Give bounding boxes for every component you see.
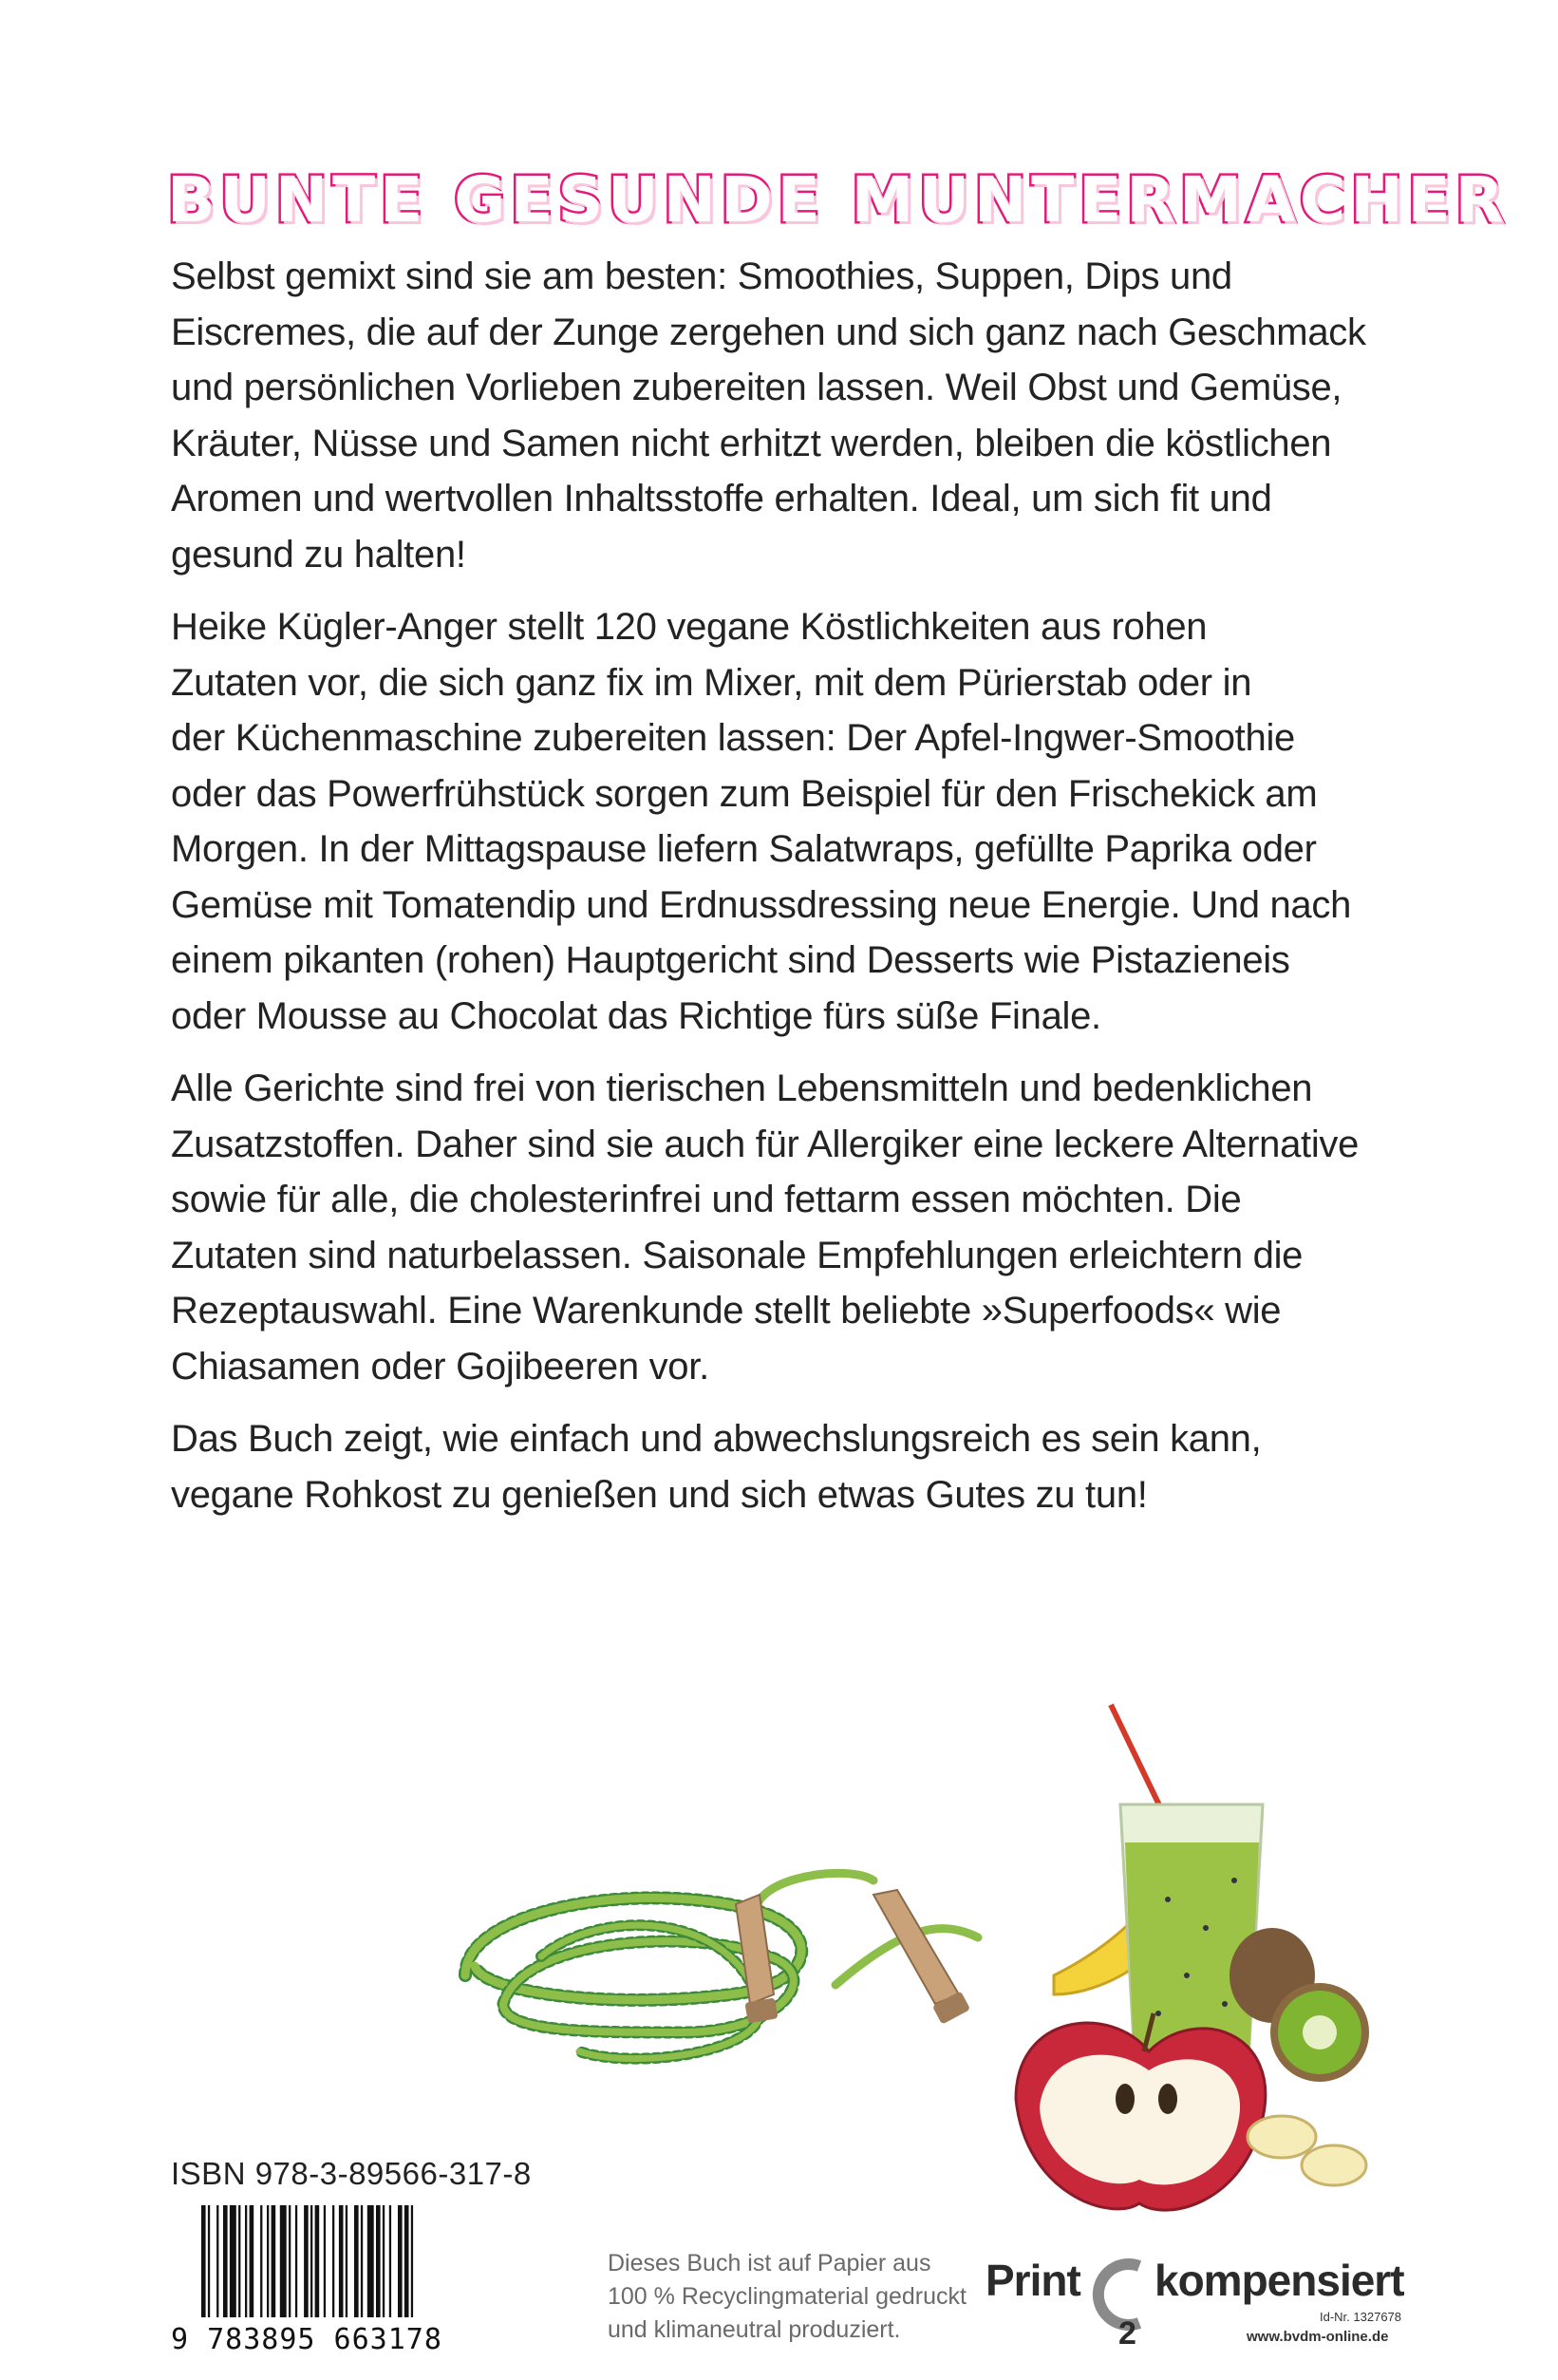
back-cover-heading: BUNTE GESUNDE MUNTERMACHER xyxy=(167,163,1509,236)
text-line: oder das Powerfrühstück sorgen zum Beispiel für den Frischekick am xyxy=(171,772,1318,815)
barcode-bar xyxy=(324,2205,326,2317)
text-line: Eiscremes, die auf der Zunge zergehen und sich ganz nach Geschmack xyxy=(171,311,1366,353)
barcode-bar xyxy=(404,2205,409,2317)
co2-circle-icon xyxy=(1080,2238,1158,2352)
barcode-bar xyxy=(272,2205,276,2317)
barcode-digits: 9 783895 663178 xyxy=(171,2323,442,2356)
text-line: Zutaten sind naturbelassen. Saisonale Empfehlungen erleichtern die xyxy=(171,1234,1304,1276)
text-line: der Küchenmaschine zubereiten lassen: Der Apfel-Ingwer-Smoothie xyxy=(171,717,1295,759)
text-line: Das Buch zeigt, wie einfach und abwechslungsreich es sein kann, xyxy=(171,1418,1262,1460)
text-line: gesund zu halten! xyxy=(171,533,466,576)
barcode-bar xyxy=(250,2205,254,2317)
barcode-bar xyxy=(346,2205,347,2317)
barcode-bar xyxy=(267,2205,269,2317)
logo-url: www.bvdm-online.de xyxy=(1247,2329,1389,2345)
text-line: einem pikanten (rohen) Hauptgericht sind Desserts wie Pistazieneis xyxy=(171,939,1290,981)
text-line: Rezeptauswahl. Eine Warenkunde stellt beliebte »Superfoods« wie xyxy=(171,1290,1282,1332)
barcode-bar xyxy=(280,2205,287,2317)
barcode-bar xyxy=(208,2205,210,2317)
barcode-bar xyxy=(260,2205,262,2317)
text-line: Kräuter, Nüsse und Samen nicht erhitzt werden, bleiben die köstlichen xyxy=(171,422,1332,464)
text-line: Aromen und wertvollen Inhaltsstoffe erhalten. Ideal, um sich fit und xyxy=(171,478,1272,519)
barcode-bar xyxy=(216,2205,218,2317)
blurb-paragraph-4 xyxy=(171,1411,1405,1522)
barcode-bar xyxy=(295,2205,297,2317)
barcode-bar xyxy=(339,2205,344,2317)
barcode-bar xyxy=(383,2205,385,2317)
barcode-bar xyxy=(289,2205,291,2317)
barcode-bar xyxy=(361,2205,363,2317)
barcode-bar xyxy=(354,2205,359,2317)
text-line: Heike Kügler-Anger stellt 120 vegane Köstlichkeiten aus rohen xyxy=(171,606,1208,648)
text-line: Selbst gemixt sind sie am besten: Smoothies, Suppen, Dips und xyxy=(171,255,1232,297)
blurb-paragraph-1 xyxy=(171,249,1405,582)
barcode-bar xyxy=(310,2205,312,2317)
blurb-text xyxy=(171,249,1405,1539)
text-line: Gemüse mit Tomatendip und Erdnussdressing neue Energie. Und nach xyxy=(171,883,1352,926)
barcode-bar xyxy=(315,2205,320,2317)
blurb-paragraph-2 xyxy=(171,599,1405,1044)
text-line: Alle Gerichte sind frei von tierischen Lebensmitteln und bedenklichen xyxy=(171,1067,1313,1109)
barcode-bar xyxy=(223,2205,228,2317)
text-line: sowie für alle, die cholesterinfrei und fettarm essen möchten. Die xyxy=(171,1179,1242,1220)
logo-print-word: Print xyxy=(985,2256,1080,2305)
text-line: oder Mousse au Chocolat das Richtige fürs süße Finale. xyxy=(171,994,1101,1037)
svg-text:2: 2 xyxy=(1118,2315,1136,2352)
logo-id-number: Id-Nr. 1327678 xyxy=(1320,2310,1402,2324)
text-line: Zutaten vor, die sich ganz fix im Mixer, mit dem Pürierstab oder in xyxy=(171,661,1252,704)
text-line: Morgen. In der Mittagspause liefern Salatwraps, gefüllte Paprika oder xyxy=(171,828,1317,870)
fruit-smoothie-illustration xyxy=(446,1691,1396,2260)
eco-note-line: 100 % Recyclingmaterial gedruckt xyxy=(608,2283,967,2310)
barcode-bar xyxy=(304,2205,309,2317)
barcode-bar xyxy=(389,2205,391,2317)
barcode-bar xyxy=(332,2205,334,2317)
barcode-bar xyxy=(398,2205,403,2317)
barcode-bar xyxy=(238,2205,240,2317)
text-line: Zusatzstoffen. Daher sind sie auch für Allergiker eine leckere Alternative xyxy=(171,1123,1360,1165)
isbn-number: ISBN 978-3-89566-317-8 xyxy=(171,2156,532,2191)
barcode-bar xyxy=(201,2205,206,2317)
smoothie-glass-icon xyxy=(1111,1705,1263,2061)
barcode-bar xyxy=(376,2205,381,2317)
eco-note-line: und klimaneutral produziert. xyxy=(608,2316,901,2343)
logo-kompensiert-word: kompensiert xyxy=(1154,2256,1404,2305)
apple-half-icon xyxy=(1016,2013,1266,2210)
print-kompensiert-logo xyxy=(985,2238,1404,2352)
eco-note xyxy=(608,2247,978,2347)
barcode-bar xyxy=(245,2205,247,2317)
barcode-bar xyxy=(411,2205,413,2317)
blurb-paragraph-3 xyxy=(171,1061,1405,1394)
text-line: vegane Rohkost zu genießen und sich etwas Gutes zu tun! xyxy=(171,1473,1148,1516)
banana-slices-icon xyxy=(1248,2116,1366,2185)
barcode-bar xyxy=(230,2205,236,2317)
barcode-bar xyxy=(367,2205,374,2317)
eco-note-line: Dieses Buch ist auf Papier aus xyxy=(608,2250,931,2276)
text-line: Chiasamen oder Gojibeeren vor. xyxy=(171,1345,709,1388)
text-line: und persönlichen Vorlieben zubereiten lassen. Weil Obst und Gemüse, xyxy=(171,367,1342,408)
